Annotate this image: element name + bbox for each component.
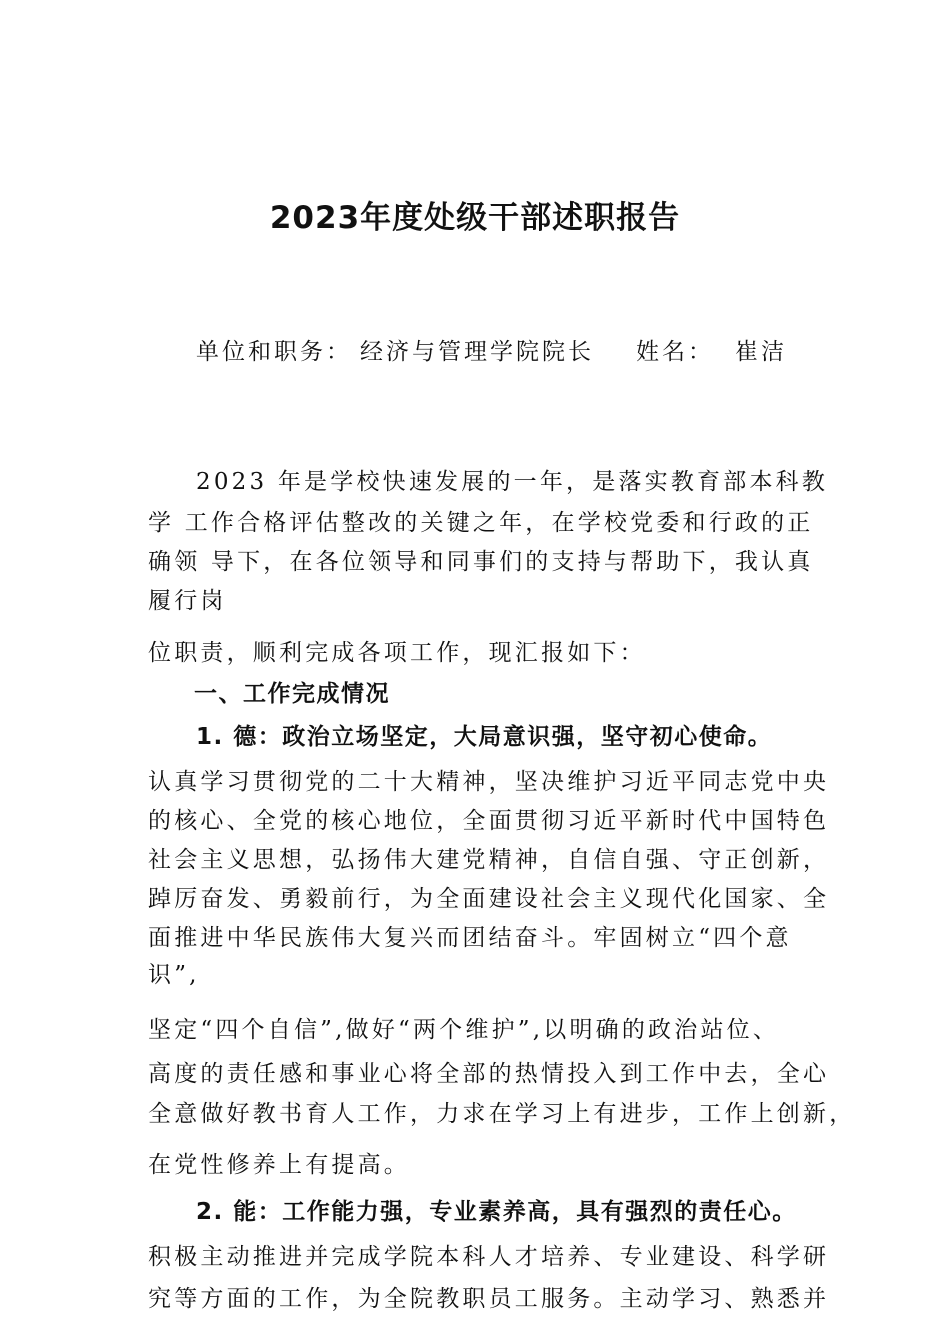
item-heading: 2. 能：工作能力强，专业素养高，具有强烈的责任心。 [196,1199,797,1225]
paragraph-line: 积极主动推进并完成学院本科人才培养、专业建设、科学研 [148,1244,830,1270]
paragraph-line: 坚定“四个自信”,做好“两个维护”,以明确的政治站位、 [148,1017,780,1043]
paragraph-line: 踔厉奋发、勇毅前行，为全面建设社会主义现代化国家、全 [148,886,830,912]
intro-line: 2023 年是学校快速发展的一年，是落实教育部本科教 [196,469,829,495]
item-heading: 1. 德：政治立场坚定，大局意识强，坚守初心使命。 [196,724,773,750]
unit-value: 经济与管理学院院长 [360,339,594,365]
paragraph-line: 高度的责任感和事业心将全部的热情投入到工作中去，全心 [148,1061,830,1087]
page-title: 2023年度处级干部述职报告 [269,200,681,236]
intro-line: 位职责，顺利完成各项工作，现汇报如下： [148,640,646,666]
paragraph-line: 的核心、全党的核心地位，全面贯彻习近平新时代中国特色 [148,808,830,834]
name-label: 姓名： [636,339,714,365]
paragraph-line: 究等方面的工作，为全院教职员工服务。主动学习、熟悉并 [148,1286,830,1312]
paragraph-line: 全意做好教书育人工作，力求在学习上有进步，工作上创新， [148,1101,856,1127]
section-heading: 一、工作完成情况 [194,681,390,707]
intro-line: 履行岗 [148,588,227,614]
paragraph-line: 识”, [148,962,200,988]
unit-label: 单位和职务： [196,339,352,365]
paragraph-line: 认真学习贯彻党的二十大精神，坚决维护习近平同志党中央 [148,769,830,795]
intro-line: 学 工作合格评估整改的关键之年，在学校党委和行政的正 [148,510,814,536]
intro-line: 确领 导下，在各位领导和同事们的支持与帮助下，我认真 [148,549,814,575]
paragraph-line: 面推进中华民族伟大复兴而团结奋斗。牢固树立“四个意 [148,925,792,951]
name-value: 崔洁 [735,339,787,365]
paragraph-line: 在党性修养上有提高。 [148,1152,410,1178]
paragraph-line: 社会主义思想，弘扬伟大建党精神，自信自强、守正创新， [148,847,830,873]
